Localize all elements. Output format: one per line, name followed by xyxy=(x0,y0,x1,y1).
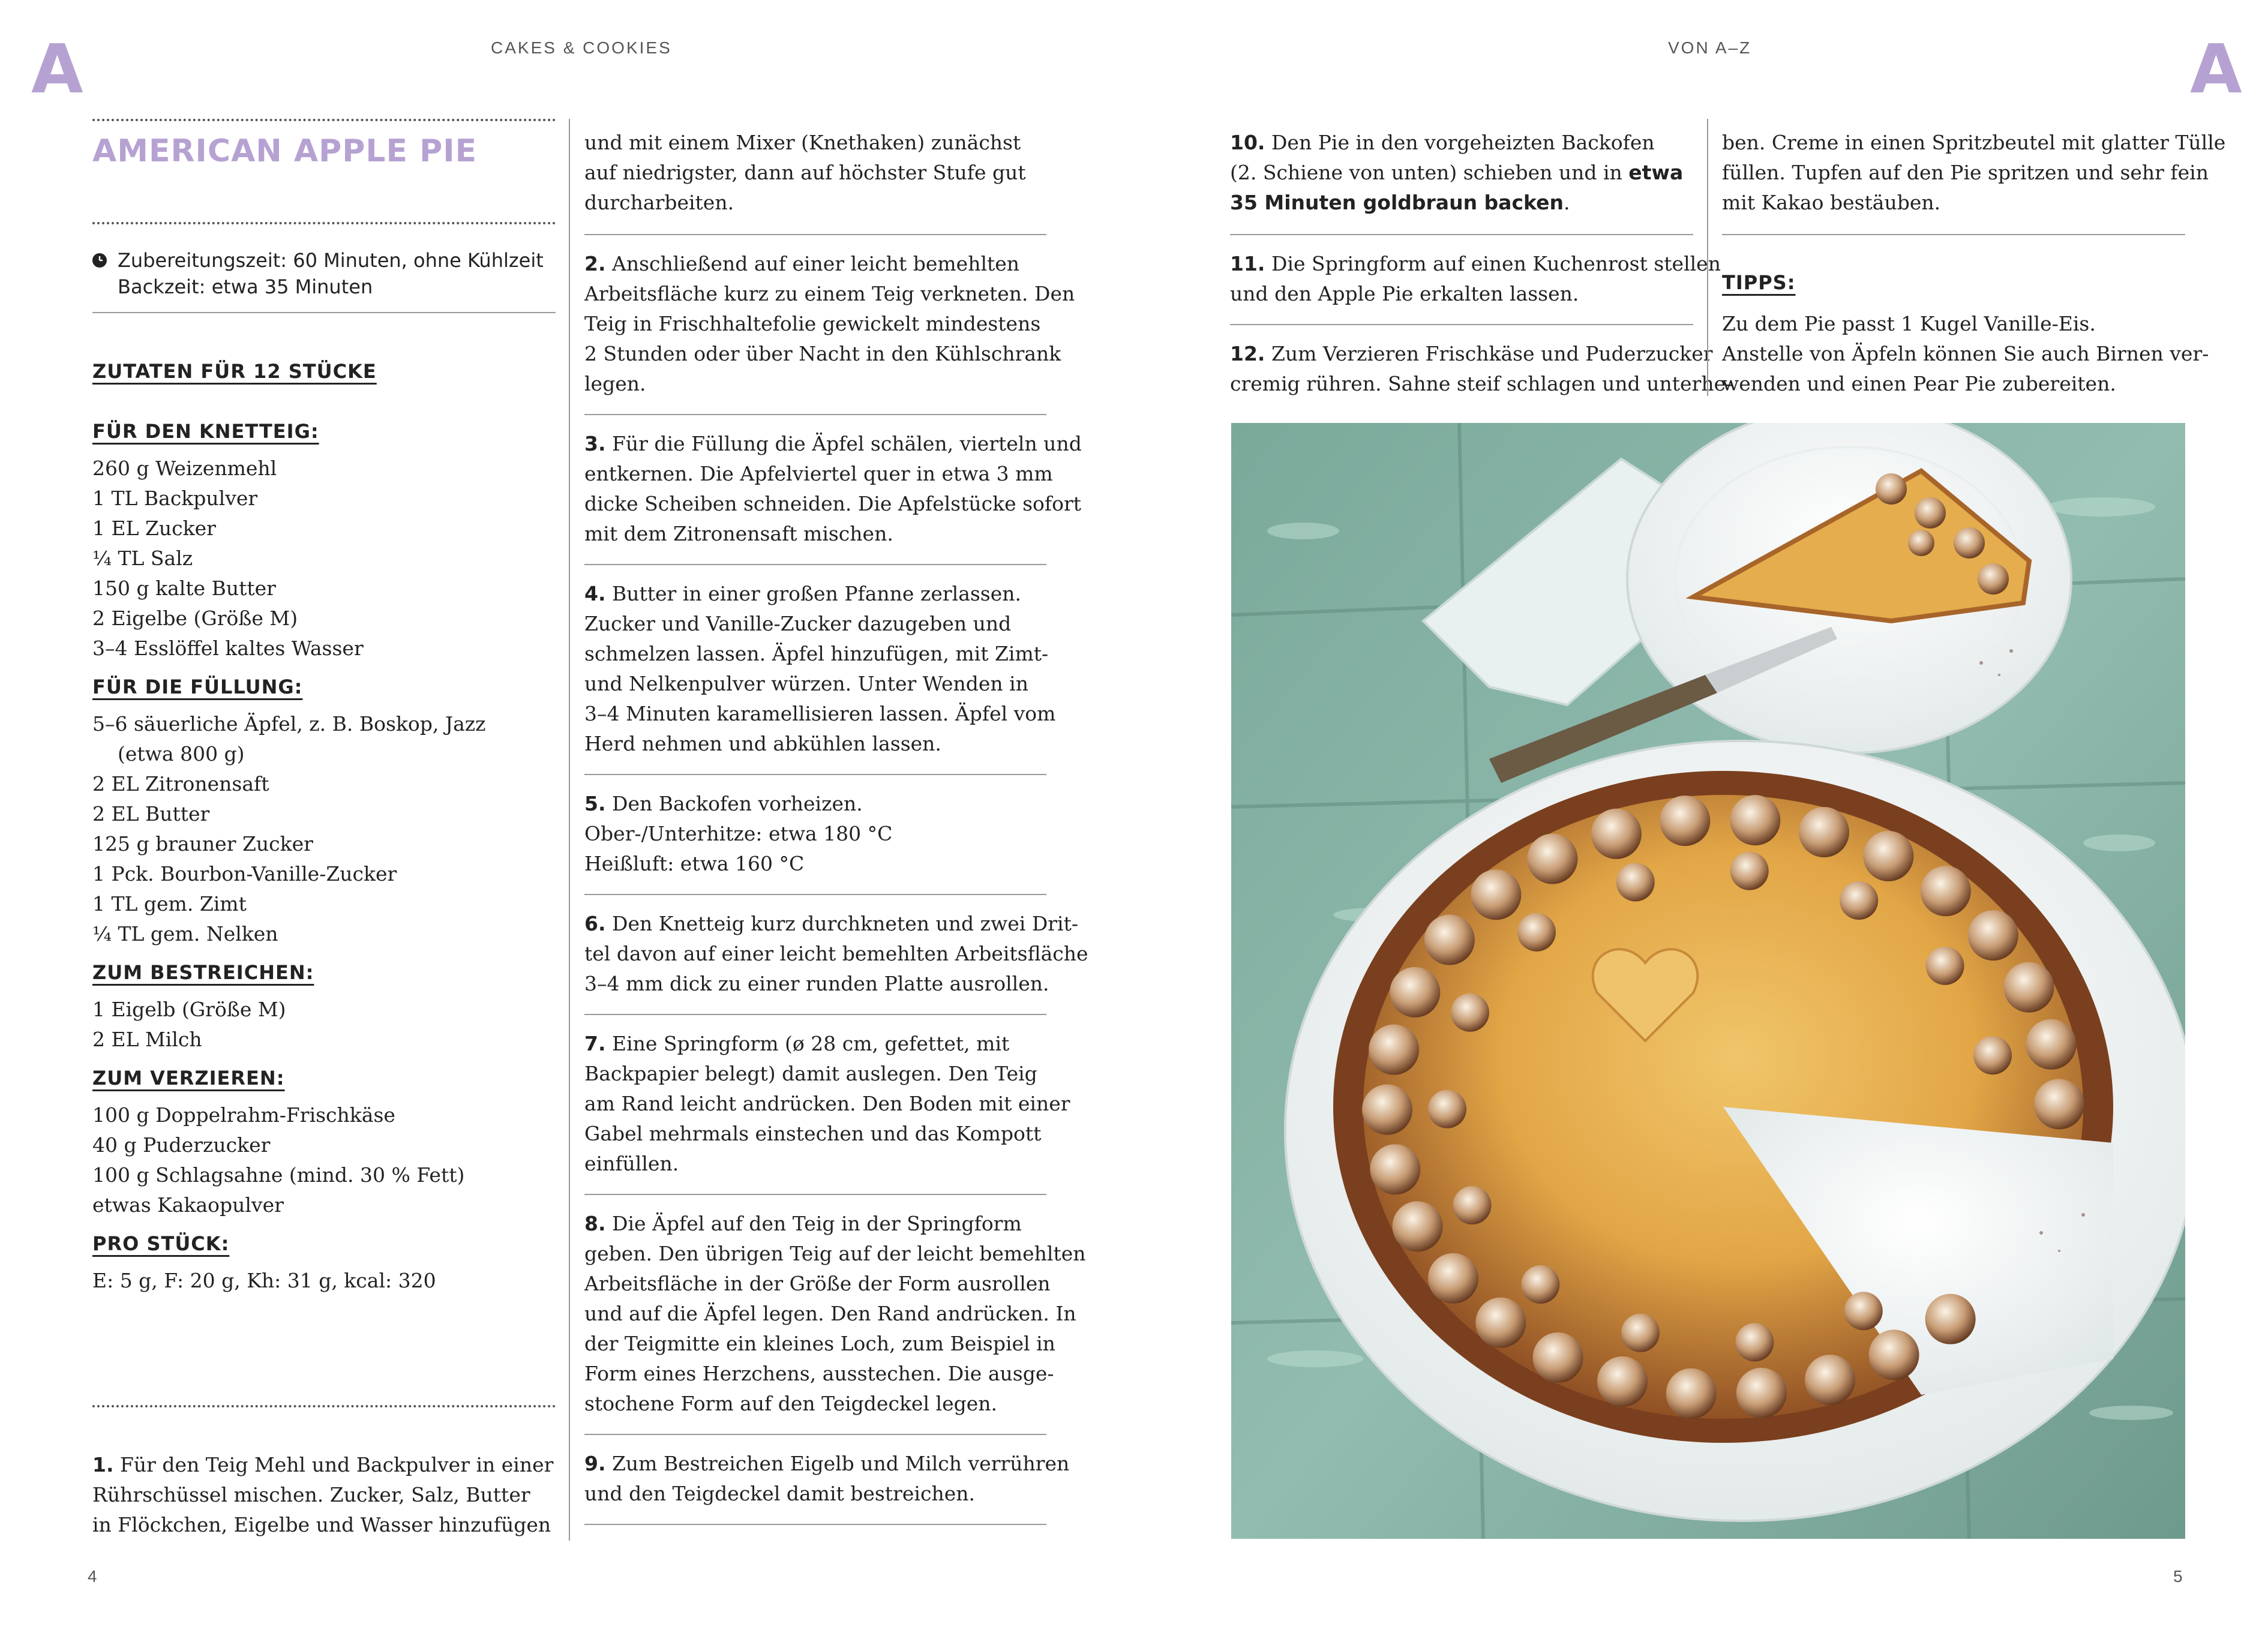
step-3 xyxy=(584,429,1082,549)
step-number: 3. xyxy=(584,432,606,455)
cream-puff xyxy=(1517,913,1556,951)
cream-puff xyxy=(1660,796,1710,846)
step-text: füllen. Tupfen auf den Pie spritzen und sehr fein xyxy=(1722,161,2209,184)
step-7 xyxy=(584,1029,1070,1179)
cream-puff xyxy=(1428,1253,1478,1304)
group-heading: FÜR DEN KNETTEIG: xyxy=(92,420,319,443)
step-text: legen. xyxy=(584,372,646,395)
cream-puff xyxy=(2034,1079,2084,1129)
yield-heading: ZUTATEN FÜR 12 STÜCKE xyxy=(92,360,377,383)
cream-puff xyxy=(1362,1085,1412,1135)
bake-time: Backzeit: etwa 35 Minuten xyxy=(118,275,373,298)
cream-puff xyxy=(1527,834,1577,884)
page-number-left: 4 xyxy=(88,1567,97,1586)
ingredient: 2 EL Zitronensaft xyxy=(92,772,269,796)
cream-puff xyxy=(1521,1265,1559,1304)
step-text: Für die Füllung die Äpfel schälen, vierteln und xyxy=(612,432,1082,455)
ingredient: ¼ TL Salz xyxy=(92,547,193,570)
step-rule xyxy=(584,774,1046,775)
step-rule xyxy=(584,1524,1046,1525)
ingredient: 1 TL Backpulver xyxy=(92,487,258,510)
step-9 xyxy=(584,1449,1070,1509)
cream-puff xyxy=(1453,1186,1492,1224)
tip-text: wenden und einen Pear Pie zubereiten. xyxy=(1722,372,2116,395)
step-number: 6. xyxy=(584,912,606,935)
ingredient: 1 TL gem. Zimt xyxy=(92,892,247,915)
ingredient: 100 g Schlagsahne (mind. 30 % Fett) xyxy=(92,1163,465,1187)
cream-puff xyxy=(1393,1201,1443,1251)
step-8 xyxy=(584,1209,1086,1419)
step-text: am Rand leicht andrücken. Den Boden mit einer xyxy=(584,1092,1070,1115)
cream-puff xyxy=(1730,795,1780,845)
step-number: 8. xyxy=(584,1212,606,1235)
step-5 xyxy=(584,789,1046,879)
step-number: 2. xyxy=(584,252,606,275)
ingredient: etwas Kakaopulver xyxy=(92,1193,284,1217)
cream-puff xyxy=(1370,1144,1420,1194)
ingredient: 150 g kalte Butter xyxy=(92,577,276,600)
step-text-bold: 35 Minuten goldbraun backen xyxy=(1230,191,1564,214)
chapter-letter-left: A xyxy=(31,31,83,109)
cream-puff xyxy=(1926,947,1964,985)
tip-text: Zu dem Pie passt 1 Kugel Vanille-Eis. xyxy=(1722,312,2096,335)
cream-puff xyxy=(1597,1356,1648,1407)
step-text: der Teigmitte ein kleines Loch, zum Beispiel in xyxy=(584,1332,1055,1355)
ingredient: 1 EL Zucker xyxy=(92,517,216,540)
cream-puff xyxy=(1475,1298,1526,1348)
clock-icon xyxy=(92,253,107,268)
step-rule xyxy=(584,1194,1046,1195)
step-rule xyxy=(584,894,1046,895)
step-number: 1. xyxy=(92,1453,114,1476)
step-text: Anschließend auf einer leicht bemehlten xyxy=(612,252,1020,275)
cream-puff xyxy=(1390,967,1440,1017)
step-text: geben. Den übrigen Teig auf der leicht bemehlten xyxy=(584,1242,1086,1265)
step-rule xyxy=(1722,234,2185,235)
step-text: ben. Creme in einen Spritzbeutel mit glatter Tülle xyxy=(1722,131,2226,154)
cream-puff xyxy=(1844,1292,1883,1330)
ingredient: 2 EL Milch xyxy=(92,1028,202,1051)
step-rule xyxy=(584,234,1046,235)
column-divider xyxy=(1707,119,1708,396)
step-number: 11. xyxy=(1230,252,1265,275)
step-number: 7. xyxy=(584,1032,606,1055)
step-number: 10. xyxy=(1230,131,1265,154)
step-text: Rührschüssel mischen. Zucker, Salz, Butter xyxy=(92,1483,530,1506)
step-text: Zum Verzieren Frischkäse und Puderzucker xyxy=(1271,342,1713,365)
ingredient: 1 Eigelb (Größe M) xyxy=(92,998,286,1021)
cream-puff xyxy=(1591,809,1642,859)
ingredient: 125 g brauner Zucker xyxy=(92,832,313,855)
cream-puff xyxy=(1730,852,1769,890)
pie-photo xyxy=(1231,423,2185,1539)
step-rule xyxy=(584,564,1046,565)
step-text: entkernen. Die Apfelviertel quer in etwa 3 mm xyxy=(584,462,1053,485)
ingredient: 2 EL Butter xyxy=(92,802,210,825)
step-rule xyxy=(584,414,1046,415)
cream-puff xyxy=(1666,1368,1717,1419)
step-text: Arbeitsfläche kurz zu einem Teig verkneten. Den xyxy=(584,282,1075,305)
ingredients xyxy=(92,420,554,1296)
step-text: . xyxy=(1563,191,1570,214)
ingredient: 5–6 säuerliche Äpfel, z. B. Boskop, Jazz xyxy=(92,712,486,736)
step-text: Die Springform auf einen Kuchenrost stellen xyxy=(1271,252,1721,275)
step-text: 3–4 Minuten karamellisieren lassen. Äpfel vom xyxy=(584,702,1056,725)
chapter-letter-right: A xyxy=(2190,31,2242,109)
step-text: durcharbeiten. xyxy=(584,191,734,214)
step-text: (2. Schiene von unten) schieben und in xyxy=(1230,161,1629,184)
recipe-title: AMERICAN APPLE PIE xyxy=(92,133,478,169)
step-text: Backpapier belegt) damit auslegen. Den Teig xyxy=(584,1062,1037,1085)
cream-puff xyxy=(1973,1036,2012,1074)
step-10 xyxy=(1230,128,1698,218)
cream-puff xyxy=(1451,993,1489,1032)
tip-text: Anstelle von Äpfeln können Sie auch Birnen ver- xyxy=(1722,342,2209,365)
step-11 xyxy=(1230,249,1721,309)
step-text: Den Backofen vorheizen. xyxy=(612,792,863,815)
ingredient: (etwa 800 g) xyxy=(118,742,245,766)
cream-puff xyxy=(1840,881,1878,920)
step-rule xyxy=(584,1434,1046,1435)
step-12 xyxy=(1230,339,1733,399)
step-text: mit Kakao bestäuben. xyxy=(1722,191,1941,214)
step-rule xyxy=(1230,324,1693,325)
step-number: 9. xyxy=(584,1452,606,1475)
step-text: Gabel mehrmals einstechen und das Kompott xyxy=(584,1122,1042,1145)
step-rule xyxy=(1230,234,1693,235)
step-text: einfüllen. xyxy=(584,1152,679,1175)
cream-puff xyxy=(1925,1294,1976,1344)
cream-puff xyxy=(1863,831,1913,881)
running-head-right: VON A–Z xyxy=(1668,38,1752,57)
step-text-bold: etwa xyxy=(1628,161,1684,184)
step-text: Teig in Frischhaltefolie gewickelt mindestens xyxy=(584,312,1041,335)
group-heading: ZUM BESTREICHEN: xyxy=(92,961,314,984)
step-text: Heißluft: etwa 160 °C xyxy=(584,852,805,875)
tips-heading: TIPPS: xyxy=(1722,271,1796,294)
step-text: Zucker und Vanille-Zucker dazugeben und xyxy=(584,612,1012,635)
step-text: und mit einem Mixer (Knethaken) zunächst xyxy=(584,131,1021,154)
step-12-continued xyxy=(1722,128,2226,218)
ingredient: ¼ TL gem. Nelken xyxy=(92,922,278,945)
cream-puff xyxy=(1424,915,1475,965)
step-1 xyxy=(92,1450,554,1540)
step-text: Butter in einer großen Pfanne zerlassen. xyxy=(612,582,1022,605)
column-divider xyxy=(569,119,570,1541)
step-text: Form eines Herzchens, ausstechen. Die ausge- xyxy=(584,1362,1054,1385)
ingredient: 260 g Weizenmehl xyxy=(92,457,277,480)
dotted-rule-top xyxy=(92,119,556,121)
step-rule xyxy=(584,1014,1046,1015)
tips xyxy=(1722,309,2209,399)
step-text: und Nelkenpulver würzen. Unter Wenden in xyxy=(584,672,1028,695)
step-2 xyxy=(584,249,1075,399)
step-text: 2 Stunden oder über Nacht in den Kühlschrank xyxy=(584,342,1061,365)
cream-puff xyxy=(1805,1355,1855,1405)
cream-puff xyxy=(2026,1019,2077,1070)
step-text: cremig rühren. Sahne steif schlagen und unterhe- xyxy=(1230,372,1733,395)
step-text: mit dem Zitronensaft mischen. xyxy=(584,522,893,545)
step-text: in Flöckchen, Eigelbe und Wasser hinzufügen xyxy=(92,1513,551,1536)
cream-puff xyxy=(1471,869,1521,920)
ingredient: 100 g Doppelrahm-Frischkäse xyxy=(92,1103,395,1127)
cream-puff xyxy=(1369,1025,1419,1075)
rule-time xyxy=(92,312,556,313)
cream-puff xyxy=(2003,962,2054,1013)
dotted-rule-title xyxy=(92,222,556,224)
step-text: Den Knetteig kurz durchkneten und zwei Drit- xyxy=(612,912,1079,935)
running-head-left: CAKES & COOKIES xyxy=(491,38,672,57)
ingredient: 3–4 Esslöffel kaltes Wasser xyxy=(92,637,364,660)
step-text: dicke Scheiben schneiden. Die Apfelstücke sofort xyxy=(584,492,1082,515)
step-text: 3–4 mm dick zu einer runden Platte ausrollen. xyxy=(584,972,1049,995)
step-text: Arbeitsfläche in der Größe der Form ausrollen xyxy=(584,1272,1051,1295)
step-text: Den Pie in den vorgeheizten Backofen xyxy=(1271,131,1655,154)
step-text: und auf die Äpfel legen. Den Rand andrücken. In xyxy=(584,1302,1076,1325)
step-text: schmelzen lassen. Äpfel hinzufügen, mit Zimt- xyxy=(584,642,1049,665)
step-text: und den Teigdeckel damit bestreichen. xyxy=(584,1482,975,1505)
cream-puff xyxy=(1735,1323,1774,1361)
step-text: Die Äpfel auf den Teig in der Springform xyxy=(612,1212,1022,1235)
group-heading: FÜR DIE FÜLLUNG: xyxy=(92,676,303,698)
step-1-continued xyxy=(584,128,1046,218)
nutrition: E: 5 g, F: 20 g, Kh: 31 g, kcal: 320 xyxy=(92,1269,436,1292)
step-text: Ober-/Unterhitze: etwa 180 °C xyxy=(584,822,893,845)
step-text: Eine Springform (ø 28 cm, gefettet, mit xyxy=(612,1032,1010,1055)
step-number: 5. xyxy=(584,792,606,815)
step-text: auf niedrigster, dann auf höchster Stufe gut xyxy=(584,161,1026,184)
step-4 xyxy=(584,579,1056,759)
step-number: 12. xyxy=(1230,342,1265,365)
step-text: tel davon auf einer leicht bemehlten Arbeitsfläche xyxy=(584,942,1088,965)
ingredient: 40 g Puderzucker xyxy=(92,1133,271,1157)
cream-puff xyxy=(1921,866,1971,916)
cream-puff xyxy=(1428,1090,1466,1128)
group-heading: PRO STÜCK: xyxy=(92,1232,230,1255)
cream-puff xyxy=(1736,1368,1787,1418)
step-text: Herd nehmen und abkühlen lassen. xyxy=(584,732,941,755)
prep-time: Zubereitungszeit: 60 Minuten, ohne Kühlzeit xyxy=(118,249,544,272)
cream-puff xyxy=(1968,910,2018,960)
cream-puff xyxy=(1799,807,1849,857)
step-text: und den Apple Pie erkalten lassen. xyxy=(1230,282,1579,305)
page-number-right: 5 xyxy=(2173,1567,2183,1586)
group-heading: ZUM VERZIEREN: xyxy=(92,1067,285,1089)
cream-puff xyxy=(1869,1329,1919,1380)
ingredient: 2 Eigelbe (Größe M) xyxy=(92,607,298,630)
step-text: Für den Teig Mehl und Backpulver in einer xyxy=(120,1453,554,1476)
step-text: stochene Form auf den Teigdeckel legen. xyxy=(584,1392,997,1415)
cream-puff xyxy=(1533,1332,1583,1383)
step-number: 4. xyxy=(584,582,606,605)
cream-puff xyxy=(1621,1314,1660,1352)
dotted-rule-bottom xyxy=(92,1405,556,1407)
step-text: Zum Bestreichen Eigelb und Milch verrühren xyxy=(612,1452,1070,1475)
ingredient: 1 Pck. Bourbon-Vanille-Zucker xyxy=(92,862,397,885)
step-6 xyxy=(584,909,1088,999)
cream-puff xyxy=(1616,863,1655,902)
